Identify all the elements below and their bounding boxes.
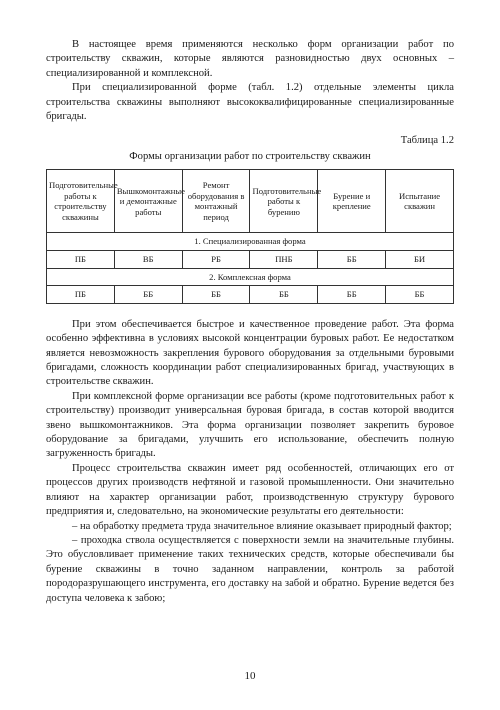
table-header-cell: Вышкомонтажные и демонтажные работы	[114, 170, 182, 233]
table-header-cell: Ремонт оборудования в монтажный период	[182, 170, 250, 233]
paragraph-effectiveness: При этом обеспечивается быстрое и качественное проведение работ. Эта форма особенно эффективна в условиях высокой концентрации буровых работ. Ее недостатком является невозможность закрепления бурового оборудования за отдельными буровыми бригадами, сложность координации работ специализированных бригад, участвующих в строительстве скважин.	[46, 318, 454, 388]
table-header-cell: Бурение и крепление	[318, 170, 386, 233]
table-header-cell: Испытание скважин	[386, 170, 454, 233]
table-cell: ББ	[182, 286, 250, 304]
table-cell: ББ	[250, 286, 318, 304]
table-row	[47, 251, 454, 269]
paragraph-complex-form: При комплексной форме организации все работы (кроме подготовительных работ к строительству) производит универсальная буровая бригада, в состав которой вводится звено вышкомонтажников. Эта форма организации позволяет закрепить буровое оборудование за бригадами, улучшить его использование, обеспечить полную загруженность бригады.	[46, 390, 454, 460]
table-header-cell: Подготовительные работы к бурению	[250, 170, 318, 233]
table-cell: ББ	[386, 286, 454, 304]
table-cell: ББ	[318, 286, 386, 304]
table-header-cell: Подготовительные работы к строительству скважины	[47, 170, 115, 233]
section-complex: 2. Комплексная форма	[47, 268, 454, 286]
table-cell: ВБ	[114, 251, 182, 269]
table-caption: Таблица 1.2	[400, 135, 454, 147]
paragraph-intro: В настоящее время применяются несколько форм организации работ по строительству скважин, которые являются разновидностью двух основных – специализированной и комплексной.	[46, 39, 454, 79]
work-forms-table	[46, 169, 454, 303]
table-row	[47, 286, 454, 304]
table-cell: БИ	[386, 251, 454, 269]
paragraph-specialized: При специализированной форме (табл. 1.2) отдельные элементы цикла строительства скважины выполняют высококвалифицированные специализированные бригады.	[46, 82, 454, 123]
table-cell: ББ	[114, 286, 182, 304]
table-cell: ПБ	[47, 251, 115, 269]
table-section-row	[47, 233, 454, 251]
table-cell: ПБ	[47, 286, 115, 304]
table-cell: ББ	[318, 251, 386, 269]
table-section-row	[47, 268, 454, 286]
table-cell: ПНБ	[250, 251, 318, 269]
paragraph-process-features: Процесс строительства скважин имеет ряд особенностей, отличающих его от процессов других производств нефтяной и газовой промышленности. Они значительно влияют на характер организации работ, производственную структуру бурового предприятия и, следовательно, на экономические результаты его деятельности:	[46, 462, 454, 518]
page-number: 10	[244, 670, 256, 682]
table-cell: РБ	[182, 251, 250, 269]
list-item-drilling-depth: – проходка ствола осуществляется с поверхности земли на значительные глубины. Это обусловливает применение таких технических средств, которые обеспечивали бы бурение скважины в точно заданном направлении, контроль за работой породоразрушающего инструмента, его доставку на забой и обратно. Бурение ведется без доступа человека к забою;	[46, 534, 454, 604]
table-header-row	[47, 170, 454, 233]
list-item-natural-factor: – на обработку предмета труда значительное влияние оказывает природный фактор;	[72, 520, 452, 532]
table-title: Формы организации работ по строительству скважин	[129, 151, 371, 163]
section-specialized: 1. Специализированная форма	[47, 233, 454, 251]
